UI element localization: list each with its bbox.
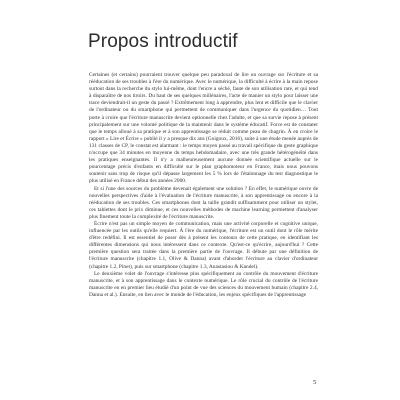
paragraph-1: Certaines (et certains) pourraient trouver quelque peu paradoxal de lire un ouvrage sur l'écriture et sa rééducation de ses troubles à l'ère du numérique. Avec le numérique, la difficulté à écrire à la main repose surtout dans la recherche du stylo lui-même, dont l'encre a séché, faute de son utilisation rare, et qui tend à disparaître de nos tiroirs. Du haut de ses quelques millénaires, l'acte de manier un stylo pour laisser une trace deviendrait-il un geste du passé ? Extrêmement long à apprendre, plus lent et difficile que le clavier de l'ordinateur ou du smartphone qui permettent de communiquer dans l'urgence du quotidien… Tout porte à croire que l'écriture manuscrite devient optionnelle chez l'adulte, et que sa survie repose à présent principalement sur une volonté politique de la maintenir dans le système éducatif. Force est de constater que le temps alloué à sa pratique et à son apprentissage se réduit comme peau de chagrin. À en croire le rapport « Lire et Écrire » publié il y a presque dix ans (Goigoux, 2016), suite à une étude menée auprès de 131 classes de CP, le constat est alarmant : le temps moyen passé au travail spécifique du geste graphique n'occupe que 34 minutes en moyenne du temps hebdomadaire, avec une très grande hétérogénéité dans les pratiques enseignantes. Il n'y a malheureusement aucune donnée scientifique actuelle sur le pourcentage précis d'enfants en difficulté sur le plan graphomoteur en France, mais nous pouvons soutenir sans trop de risque qu'il dépasse largement les 5 % lors de l'étalonnage du test diagnostique le plus utilisé en France début des années 2000. xyxy=(89,72,318,185)
paragraph-3: Écrire n'est pas un simple moyen de communication, mais une activité corporelle et cognitive unique, influencée par les outils qu'elle requiert. À l'ère du numérique, l'écriture est un outil dont le rôle mérite d'être redéfini. Il est essentiel de poser dès à présent les contours de cette pratique, en identifiant les différentes dimensions qui nous intéressent dans ce contexte. Qu'est-ce qu'écrire, aujourd'hui ? Cette première question sera traitée dans la première partie de l'ouvrage. Il débute par une définition de l'écriture manuscrite (chapitre 1.1, Olive & Danna) avant d'aborder l'écriture au clavier d'ordinateur (chapitre 1.2, Pinet), puis sur smartphone (chapitre 1.3, Anastasiou & Kandel). xyxy=(89,220,318,270)
chapter-title: Propos introductif xyxy=(88,31,238,52)
paragraph-2: Et si l'une des sources du problème devenait également une solution ? En effet, le numérique ouvre de nouvelles perspectives d'aide à l'évaluation de l'écriture manuscrite, à son apprentissage ou encore à la rééducation de ses troubles. Ces smartphones dont la taille grandit suffisamment pour utiliser un stylet, ces tablettes dont le prix diminue, et ces nouvelles méthodes de machine learning permettent d'analyser plus finement toute la complexité de l'écriture manuscrite. xyxy=(89,185,318,220)
paragraph-4: Le deuxième volet de l'ouvrage s'intéresse plus spécifiquement au contrôle du mouvement d'écriture manuscrite, et à son apprentissage dans le contexte numérique. Le rôle crucial du contrôle de l'écriture manuscrite en en premier lieu étudié d'un point de vue des sciences du mouvement humain (chapitre 2.4, Danna et al.). Ensuite, en lien avec le monde de l'éducation, les enjeux spécifiques de l'apprentissage xyxy=(89,270,318,298)
body-text xyxy=(89,72,318,299)
page-number: 5 xyxy=(313,379,317,386)
